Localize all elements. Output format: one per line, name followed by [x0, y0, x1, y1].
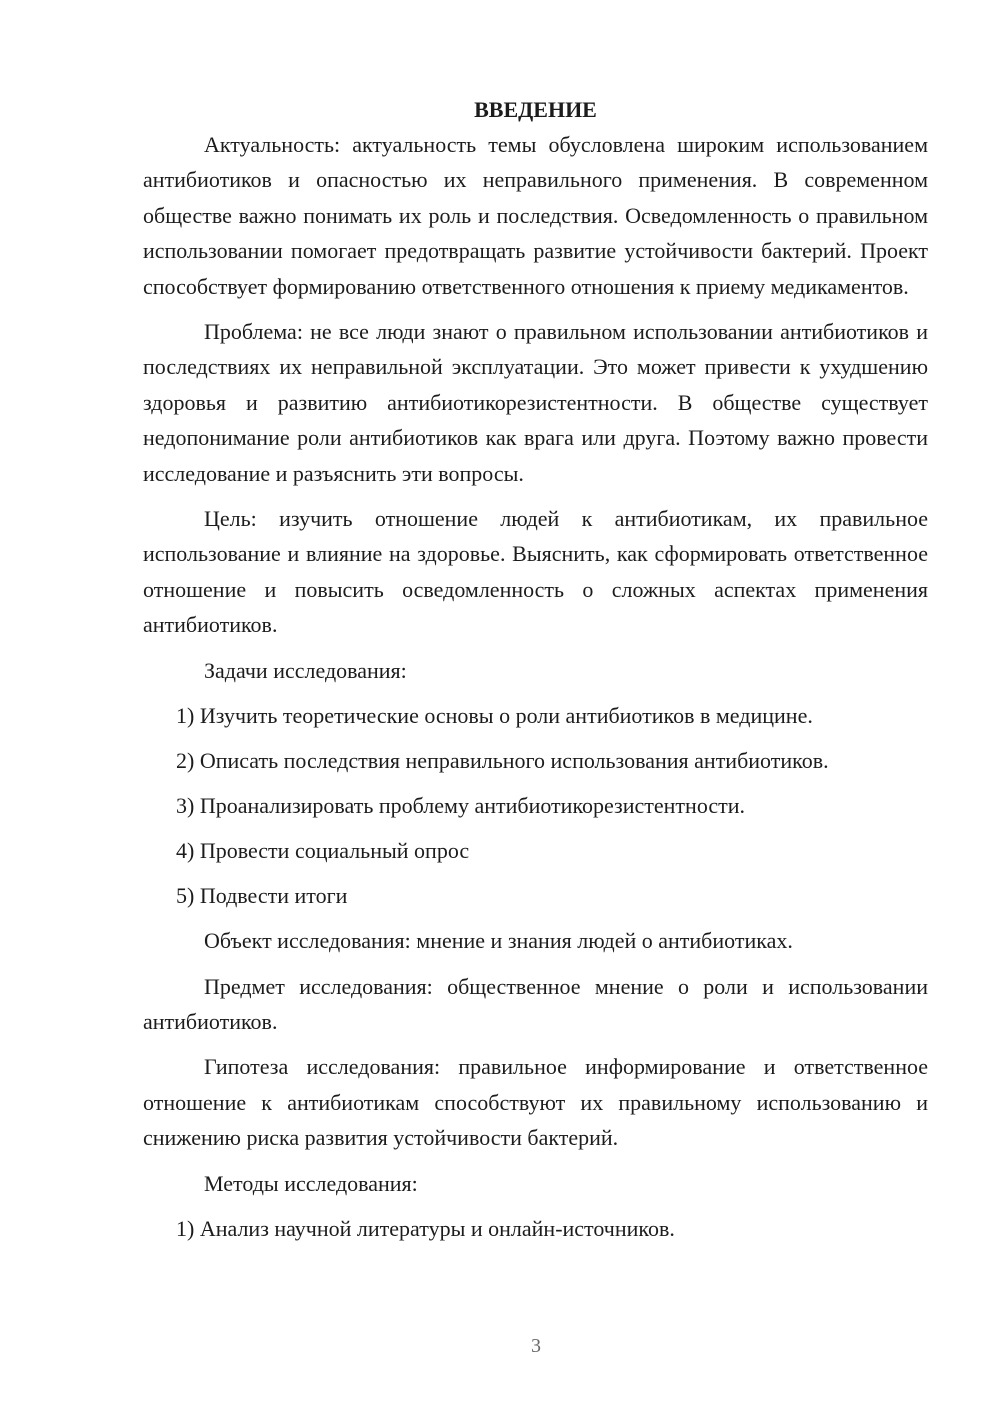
- document-page: [143, 92, 928, 1256]
- goal-paragraph: Цель: изучить отношение людей к антибиотикам, их правильное использование и влияние на здоровье. Выяснить, как сформировать ответственное отношение и повысить осведомленность о сложных аспектах применения антибиотиков.: [143, 506, 928, 638]
- object-paragraph: Объект исследования: мнение и знания людей о антибиотиках.: [204, 928, 793, 954]
- tasks-heading: Задачи исследования:: [204, 657, 407, 683]
- relevance-paragraph: Актуальность: актуальность темы обусловлена широким использованием антибиотиков и опасностью их неправильного применения. В современном обществе важно понимать их роль и последствия. Осведомленность о правильном использовании помогает предотвращать развитие устойчивости бактерий. Проект способствует формированию ответственного отношения к приему медикаментов.: [143, 132, 928, 299]
- tasks-list: [143, 698, 928, 913]
- problem-paragraph: Проблема: не все люди знают о правильном использовании антибиотиков и последствиях их неправильной эксплуатации. Это может привести к ухудшению здоровья и развитию антибиотикорезистентности. В обществе существует недопонимание роли антибиотиков как врага или друга. Поэтому важно провести исследование и разъяснить эти вопросы.: [143, 319, 928, 486]
- methods-list: [143, 1211, 928, 1246]
- task-item-1: 1) Изучить теоретические основы о роли антибиотиков в медицине.: [176, 703, 813, 729]
- hypothesis-paragraph: Гипотеза исследования: правильное информирование и ответственное отношение к антибиотикам способствуют их правильному использованию и снижению риска развития устойчивости бактерий.: [143, 1054, 928, 1151]
- task-item-4: 4) Провести социальный опрос: [176, 838, 470, 864]
- task-item-3: 3) Проанализировать проблему антибиотикорезистентности.: [176, 793, 746, 819]
- task-item-2: 2) Описать последствия неправильного использования антибиотиков.: [176, 748, 829, 774]
- subject-paragraph: Предмет исследования: общественное мнение о роли и использовании антибиотиков.: [143, 973, 928, 1034]
- task-item-5: 5) Подвести итоги: [176, 883, 348, 909]
- section-title: ВВЕДЕНИЕ: [474, 97, 597, 122]
- page-number: 3: [531, 1335, 541, 1357]
- method-item-1: 1) Анализ научной литературы и онлайн-источников.: [176, 1215, 675, 1241]
- methods-heading: Методы исследования:: [204, 1170, 418, 1196]
